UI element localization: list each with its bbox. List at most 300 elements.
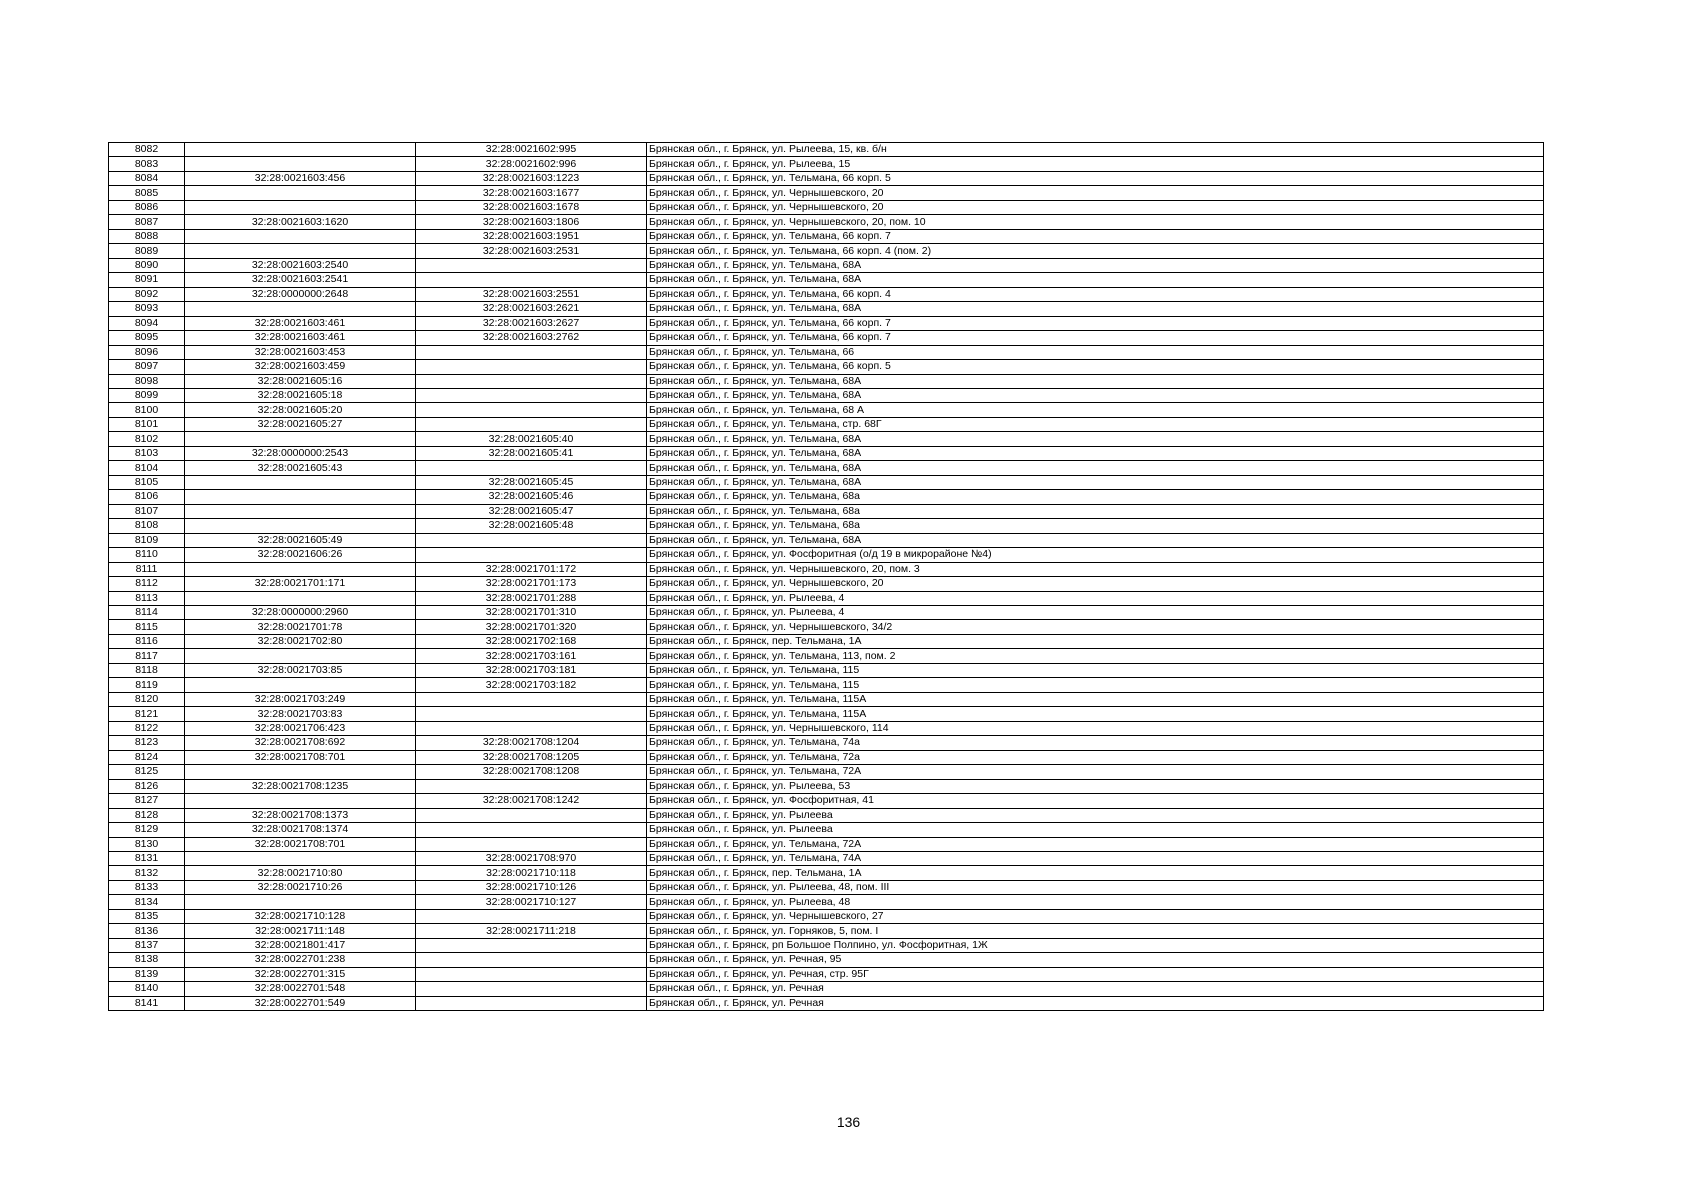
row-number-cell: 8136 bbox=[109, 924, 185, 938]
address-cell: Брянская обл., г. Брянск, ул. Тельмана, 113, пом. 2 bbox=[647, 649, 1544, 663]
row-number-cell: 8106 bbox=[109, 490, 185, 504]
building-number-cell bbox=[416, 996, 647, 1010]
building-number-cell bbox=[416, 779, 647, 793]
address-cell: Брянская обл., г. Брянск, ул. Тельмана, 66 корп. 7 bbox=[647, 229, 1544, 243]
cadastral-number-cell: 32:28:0022701:549 bbox=[185, 996, 416, 1010]
table-row bbox=[109, 649, 1544, 663]
table-row bbox=[109, 808, 1544, 822]
table-row bbox=[109, 678, 1544, 692]
cadastral-number-cell bbox=[185, 229, 416, 243]
row-number-cell: 8086 bbox=[109, 200, 185, 214]
table-row bbox=[109, 953, 1544, 967]
row-number-cell: 8119 bbox=[109, 678, 185, 692]
cadastral-number-cell bbox=[185, 157, 416, 171]
row-number-cell: 8129 bbox=[109, 823, 185, 837]
building-number-cell: 32:28:0021603:2531 bbox=[416, 244, 647, 258]
table-row bbox=[109, 490, 1544, 504]
address-cell: Брянская обл., г. Брянск, ул. Чернышевского, 20, пом. 3 bbox=[647, 562, 1544, 576]
cadastral-number-cell: 32:28:0021605:20 bbox=[185, 403, 416, 417]
building-number-cell bbox=[416, 909, 647, 923]
address-cell: Брянская обл., г. Брянск, ул. Тельмана, 66 корп. 4 bbox=[647, 287, 1544, 301]
address-cell: Брянская обл., г. Брянск, ул. Фосфоритная, 41 bbox=[647, 794, 1544, 808]
cadastral-number-cell: 32:28:0021603:2540 bbox=[185, 258, 416, 272]
building-number-cell: 32:28:0021602:996 bbox=[416, 157, 647, 171]
building-number-cell: 32:28:0021701:288 bbox=[416, 591, 647, 605]
cadastral-number-cell: 32:28:0021708:701 bbox=[185, 750, 416, 764]
row-number-cell: 8103 bbox=[109, 446, 185, 460]
cadastral-number-cell bbox=[185, 519, 416, 533]
building-number-cell: 32:28:0021603:2762 bbox=[416, 331, 647, 345]
table-row bbox=[109, 851, 1544, 865]
building-number-cell bbox=[416, 808, 647, 822]
building-number-cell: 32:28:0021603:1678 bbox=[416, 200, 647, 214]
row-number-cell: 8118 bbox=[109, 663, 185, 677]
building-number-cell bbox=[416, 548, 647, 562]
building-number-cell bbox=[416, 692, 647, 706]
table-row bbox=[109, 750, 1544, 764]
cadastral-number-cell bbox=[185, 591, 416, 605]
cadastral-number-cell: 32:28:0021603:2541 bbox=[185, 273, 416, 287]
cadastral-number-cell bbox=[185, 851, 416, 865]
address-cell: Брянская обл., г. Брянск, ул. Тельмана, 115А bbox=[647, 707, 1544, 721]
cadastral-number-cell bbox=[185, 186, 416, 200]
row-number-cell: 8085 bbox=[109, 186, 185, 200]
cadastral-number-cell: 32:28:0021606:26 bbox=[185, 548, 416, 562]
building-number-cell: 32:28:0021708:1242 bbox=[416, 794, 647, 808]
row-number-cell: 8126 bbox=[109, 779, 185, 793]
table-row bbox=[109, 446, 1544, 460]
table-row bbox=[109, 215, 1544, 229]
building-number-cell bbox=[416, 837, 647, 851]
building-number-cell: 32:28:0021603:2627 bbox=[416, 316, 647, 330]
row-number-cell: 8112 bbox=[109, 577, 185, 591]
row-number-cell: 8130 bbox=[109, 837, 185, 851]
cadastral-number-cell bbox=[185, 765, 416, 779]
table-row bbox=[109, 591, 1544, 605]
cadastral-number-cell bbox=[185, 678, 416, 692]
cadastral-number-cell bbox=[185, 302, 416, 316]
address-cell: Брянская обл., г. Брянск, ул. Тельмана, 66 корп. 5 bbox=[647, 171, 1544, 185]
cadastral-number-cell bbox=[185, 490, 416, 504]
table-row bbox=[109, 388, 1544, 402]
registry-table-body bbox=[109, 143, 1544, 1011]
address-cell: Брянская обл., г. Брянск, ул. Тельмана, 68а bbox=[647, 519, 1544, 533]
building-number-cell: 32:28:0021708:1208 bbox=[416, 765, 647, 779]
building-number-cell: 32:28:0021702:168 bbox=[416, 634, 647, 648]
building-number-cell bbox=[416, 721, 647, 735]
cadastral-number-cell: 32:28:0021703:85 bbox=[185, 663, 416, 677]
table-row bbox=[109, 287, 1544, 301]
address-cell: Брянская обл., г. Брянск, ул. Тельмана, 74А bbox=[647, 851, 1544, 865]
building-number-cell: 32:28:0021708:1204 bbox=[416, 736, 647, 750]
table-row bbox=[109, 475, 1544, 489]
cadastral-number-cell: 32:28:0021708:1374 bbox=[185, 823, 416, 837]
cadastral-number-cell: 32:28:0021701:171 bbox=[185, 577, 416, 591]
address-cell: Брянская обл., г. Брянск, ул. Рылеева, 15, кв. б/н bbox=[647, 143, 1544, 157]
table-row bbox=[109, 663, 1544, 677]
row-number-cell: 8110 bbox=[109, 548, 185, 562]
row-number-cell: 8115 bbox=[109, 620, 185, 634]
cadastral-number-cell bbox=[185, 143, 416, 157]
cadastral-number-cell: 32:28:0021701:78 bbox=[185, 620, 416, 634]
table-row bbox=[109, 360, 1544, 374]
row-number-cell: 8082 bbox=[109, 143, 185, 157]
table-row bbox=[109, 171, 1544, 185]
row-number-cell: 8093 bbox=[109, 302, 185, 316]
row-number-cell: 8087 bbox=[109, 215, 185, 229]
address-cell: Брянская обл., г. Брянск, ул. Тельмана, 66 корп. 5 bbox=[647, 360, 1544, 374]
address-cell: Брянская обл., г. Брянск, ул. Тельмана, 68А bbox=[647, 258, 1544, 272]
building-number-cell bbox=[416, 707, 647, 721]
address-cell: Брянская обл., г. Брянск, ул. Чернышевского, 20 bbox=[647, 186, 1544, 200]
building-number-cell: 32:28:0021710:127 bbox=[416, 895, 647, 909]
address-cell: Брянская обл., г. Брянск, ул. Чернышевского, 27 bbox=[647, 909, 1544, 923]
cadastral-number-cell: 32:28:0021605:43 bbox=[185, 461, 416, 475]
building-number-cell: 32:28:0021708:970 bbox=[416, 851, 647, 865]
cadastral-number-cell: 32:28:0021605:49 bbox=[185, 533, 416, 547]
table-row bbox=[109, 606, 1544, 620]
table-row bbox=[109, 721, 1544, 735]
table-row bbox=[109, 316, 1544, 330]
cadastral-number-cell: 32:28:0021708:701 bbox=[185, 837, 416, 851]
table-row bbox=[109, 707, 1544, 721]
cadastral-number-cell: 32:28:0000000:2543 bbox=[185, 446, 416, 460]
building-number-cell: 32:28:0021602:995 bbox=[416, 143, 647, 157]
table-row bbox=[109, 736, 1544, 750]
table-row bbox=[109, 345, 1544, 359]
row-number-cell: 8097 bbox=[109, 360, 185, 374]
cadastral-number-cell bbox=[185, 794, 416, 808]
building-number-cell bbox=[416, 461, 647, 475]
cadastral-number-cell: 32:28:0021603:461 bbox=[185, 316, 416, 330]
address-cell: Брянская обл., г. Брянск, ул. Чернышевского, 20 bbox=[647, 577, 1544, 591]
address-cell: Брянская обл., г. Брянск, ул. Рылеева, 4 bbox=[647, 591, 1544, 605]
address-cell: Брянская обл., г. Брянск, ул. Тельмана, 68А bbox=[647, 374, 1544, 388]
building-number-cell: 32:28:0021603:1223 bbox=[416, 171, 647, 185]
address-cell: Брянская обл., г. Брянск, ул. Рылеева, 4 bbox=[647, 606, 1544, 620]
row-number-cell: 8095 bbox=[109, 331, 185, 345]
table-row bbox=[109, 417, 1544, 431]
building-number-cell bbox=[416, 967, 647, 981]
table-row bbox=[109, 982, 1544, 996]
cadastral-number-cell: 32:28:0022701:238 bbox=[185, 953, 416, 967]
address-cell: Брянская обл., г. Брянск, ул. Тельмана, 68А bbox=[647, 533, 1544, 547]
address-cell: Брянская обл., г. Брянск, ул. Речная, 95 bbox=[647, 953, 1544, 967]
row-number-cell: 8140 bbox=[109, 982, 185, 996]
building-number-cell bbox=[416, 388, 647, 402]
building-number-cell: 32:28:0021710:126 bbox=[416, 880, 647, 894]
address-cell: Брянская обл., г. Брянск, ул. Тельмана, 66 корп. 7 bbox=[647, 316, 1544, 330]
row-number-cell: 8104 bbox=[109, 461, 185, 475]
building-number-cell: 32:28:0021605:45 bbox=[416, 475, 647, 489]
cadastral-number-cell: 32:28:0000000:2960 bbox=[185, 606, 416, 620]
table-row bbox=[109, 229, 1544, 243]
building-number-cell: 32:28:0021605:46 bbox=[416, 490, 647, 504]
row-number-cell: 8127 bbox=[109, 794, 185, 808]
cadastral-number-cell: 32:28:0021711:148 bbox=[185, 924, 416, 938]
table-row bbox=[109, 924, 1544, 938]
row-number-cell: 8096 bbox=[109, 345, 185, 359]
address-cell: Брянская обл., г. Брянск, ул. Тельмана, 68А bbox=[647, 461, 1544, 475]
table-row bbox=[109, 273, 1544, 287]
row-number-cell: 8132 bbox=[109, 866, 185, 880]
address-cell: Брянская обл., г. Брянск, ул. Тельмана, 68А bbox=[647, 446, 1544, 460]
address-cell: Брянская обл., г. Брянск, ул. Чернышевского, 114 bbox=[647, 721, 1544, 735]
building-number-cell: 32:28:0021711:218 bbox=[416, 924, 647, 938]
row-number-cell: 8137 bbox=[109, 938, 185, 952]
address-cell: Брянская обл., г. Брянск, ул. Рылеева, 15 bbox=[647, 157, 1544, 171]
address-cell: Брянская обл., г. Брянск, ул. Тельмана, 66 корп. 4 (пом. 2) bbox=[647, 244, 1544, 258]
cadastral-number-cell: 32:28:0021710:128 bbox=[185, 909, 416, 923]
address-cell: Брянская обл., г. Брянск, ул. Тельмана, 68а bbox=[647, 490, 1544, 504]
address-cell: Брянская обл., г. Брянск, ул. Речная bbox=[647, 982, 1544, 996]
cadastral-number-cell: 32:28:0021708:1235 bbox=[185, 779, 416, 793]
cadastral-number-cell: 32:28:0021603:456 bbox=[185, 171, 416, 185]
building-number-cell: 32:28:0021603:2621 bbox=[416, 302, 647, 316]
address-cell: Брянская обл., г. Брянск, ул. Чернышевского, 20, пом. 10 bbox=[647, 215, 1544, 229]
table-row bbox=[109, 634, 1544, 648]
address-cell: Брянская обл., г. Брянск, ул. Тельмана, 72А bbox=[647, 765, 1544, 779]
building-number-cell: 32:28:0021603:2551 bbox=[416, 287, 647, 301]
table-row bbox=[109, 519, 1544, 533]
address-cell: Брянская обл., г. Брянск, ул. Чернышевского, 34/2 bbox=[647, 620, 1544, 634]
cadastral-number-cell bbox=[185, 244, 416, 258]
table-row bbox=[109, 794, 1544, 808]
building-number-cell: 32:28:0021703:161 bbox=[416, 649, 647, 663]
building-number-cell bbox=[416, 823, 647, 837]
row-number-cell: 8124 bbox=[109, 750, 185, 764]
building-number-cell bbox=[416, 982, 647, 996]
page-number: 136 bbox=[836, 1114, 861, 1130]
address-cell: Брянская обл., г. Брянск, ул. Рылеева, 48 bbox=[647, 895, 1544, 909]
table-row bbox=[109, 157, 1544, 171]
building-number-cell bbox=[416, 273, 647, 287]
building-number-cell: 32:28:0021703:181 bbox=[416, 663, 647, 677]
table-row bbox=[109, 504, 1544, 518]
address-cell: Брянская обл., г. Брянск, ул. Тельмана, 72А bbox=[647, 837, 1544, 851]
table-row bbox=[109, 866, 1544, 880]
cadastral-number-cell: 32:28:0021603:459 bbox=[185, 360, 416, 374]
address-cell: Брянская обл., г. Брянск, ул. Тельмана, 115 bbox=[647, 678, 1544, 692]
address-cell: Брянская обл., г. Брянск, ул. Рылеева, 53 bbox=[647, 779, 1544, 793]
building-number-cell: 32:28:0021701:310 bbox=[416, 606, 647, 620]
building-number-cell bbox=[416, 258, 647, 272]
address-cell: Брянская обл., г. Брянск, ул. Речная bbox=[647, 996, 1544, 1010]
table-row bbox=[109, 996, 1544, 1010]
address-cell: Брянская обл., г. Брянск, ул. Тельмана, 68А bbox=[647, 432, 1544, 446]
table-row bbox=[109, 374, 1544, 388]
row-number-cell: 8098 bbox=[109, 374, 185, 388]
address-cell: Брянская обл., г. Брянск, пер. Тельмана, 1А bbox=[647, 866, 1544, 880]
cadastral-number-cell bbox=[185, 475, 416, 489]
cadastral-number-cell: 32:28:0021801:417 bbox=[185, 938, 416, 952]
row-number-cell: 8100 bbox=[109, 403, 185, 417]
table-row bbox=[109, 461, 1544, 475]
row-number-cell: 8121 bbox=[109, 707, 185, 721]
address-cell: Брянская обл., г. Брянск, пер. Тельмана, 1А bbox=[647, 634, 1544, 648]
row-number-cell: 8090 bbox=[109, 258, 185, 272]
row-number-cell: 8089 bbox=[109, 244, 185, 258]
cadastral-number-cell: 32:28:0021706:423 bbox=[185, 721, 416, 735]
table-row bbox=[109, 258, 1544, 272]
registry-table bbox=[108, 142, 1544, 1011]
cadastral-number-cell bbox=[185, 200, 416, 214]
row-number-cell: 8091 bbox=[109, 273, 185, 287]
table-row bbox=[109, 620, 1544, 634]
table-row bbox=[109, 692, 1544, 706]
address-cell: Брянская обл., г. Брянск, ул. Тельмана, 68А bbox=[647, 388, 1544, 402]
address-cell: Брянская обл., г. Брянск, ул. Тельмана, стр. 68Г bbox=[647, 417, 1544, 431]
cadastral-number-cell: 32:28:0021703:249 bbox=[185, 692, 416, 706]
row-number-cell: 8139 bbox=[109, 967, 185, 981]
table-row bbox=[109, 779, 1544, 793]
building-number-cell: 32:28:0021603:1806 bbox=[416, 215, 647, 229]
address-cell: Брянская обл., г. Брянск, ул. Тельмана, 66 bbox=[647, 345, 1544, 359]
building-number-cell: 32:28:0021605:40 bbox=[416, 432, 647, 446]
building-number-cell: 32:28:0021603:1677 bbox=[416, 186, 647, 200]
cadastral-number-cell: 32:28:0021708:1373 bbox=[185, 808, 416, 822]
address-cell: Брянская обл., г. Брянск, рп Большое Полпино, ул. Фосфоритная, 1Ж bbox=[647, 938, 1544, 952]
building-number-cell bbox=[416, 417, 647, 431]
building-number-cell: 32:28:0021603:1951 bbox=[416, 229, 647, 243]
cadastral-number-cell: 32:28:0021702:80 bbox=[185, 634, 416, 648]
cadastral-number-cell: 32:28:0021603:461 bbox=[185, 331, 416, 345]
row-number-cell: 8092 bbox=[109, 287, 185, 301]
row-number-cell: 8116 bbox=[109, 634, 185, 648]
cadastral-number-cell: 32:28:0021605:18 bbox=[185, 388, 416, 402]
row-number-cell: 8101 bbox=[109, 417, 185, 431]
building-number-cell bbox=[416, 403, 647, 417]
row-number-cell: 8105 bbox=[109, 475, 185, 489]
address-cell: Брянская обл., г. Брянск, ул. Рылеева bbox=[647, 808, 1544, 822]
table-row bbox=[109, 765, 1544, 779]
address-cell: Брянская обл., г. Брянск, ул. Тельмана, 68а bbox=[647, 504, 1544, 518]
address-cell: Брянская обл., г. Брянск, ул. Рылеева, 48, пом. III bbox=[647, 880, 1544, 894]
address-cell: Брянская обл., г. Брянск, ул. Тельмана, 68А bbox=[647, 302, 1544, 316]
row-number-cell: 8123 bbox=[109, 736, 185, 750]
cadastral-number-cell: 32:28:0021605:27 bbox=[185, 417, 416, 431]
address-cell: Брянская обл., г. Брянск, ул. Фосфоритная (о/д 19 в микрорайоне №4) bbox=[647, 548, 1544, 562]
table-row bbox=[109, 244, 1544, 258]
building-number-cell bbox=[416, 953, 647, 967]
cadastral-number-cell: 32:28:0021710:80 bbox=[185, 866, 416, 880]
cadastral-number-cell: 32:28:0021708:692 bbox=[185, 736, 416, 750]
building-number-cell bbox=[416, 345, 647, 359]
row-number-cell: 8138 bbox=[109, 953, 185, 967]
cadastral-number-cell bbox=[185, 895, 416, 909]
table-row bbox=[109, 577, 1544, 591]
building-number-cell: 32:28:0021710:118 bbox=[416, 866, 647, 880]
cadastral-number-cell bbox=[185, 432, 416, 446]
row-number-cell: 8113 bbox=[109, 591, 185, 605]
row-number-cell: 8111 bbox=[109, 562, 185, 576]
row-number-cell: 8131 bbox=[109, 851, 185, 865]
building-number-cell: 32:28:0021701:172 bbox=[416, 562, 647, 576]
address-cell: Брянская обл., г. Брянск, ул. Тельмана, 68 А bbox=[647, 403, 1544, 417]
row-number-cell: 8102 bbox=[109, 432, 185, 446]
row-number-cell: 8134 bbox=[109, 895, 185, 909]
address-cell: Брянская обл., г. Брянск, ул. Рылеева bbox=[647, 823, 1544, 837]
building-number-cell: 32:28:0021703:182 bbox=[416, 678, 647, 692]
building-number-cell bbox=[416, 938, 647, 952]
row-number-cell: 8120 bbox=[109, 692, 185, 706]
building-number-cell: 32:28:0021605:41 bbox=[416, 446, 647, 460]
row-number-cell: 8135 bbox=[109, 909, 185, 923]
table-row bbox=[109, 837, 1544, 851]
row-number-cell: 8084 bbox=[109, 171, 185, 185]
address-cell: Брянская обл., г. Брянск, ул. Тельмана, 115А bbox=[647, 692, 1544, 706]
cadastral-number-cell: 32:28:0022701:548 bbox=[185, 982, 416, 996]
row-number-cell: 8128 bbox=[109, 808, 185, 822]
row-number-cell: 8094 bbox=[109, 316, 185, 330]
cadastral-number-cell: 32:28:0021605:16 bbox=[185, 374, 416, 388]
cadastral-number-cell bbox=[185, 504, 416, 518]
table-row bbox=[109, 938, 1544, 952]
table-row bbox=[109, 880, 1544, 894]
table-row bbox=[109, 186, 1544, 200]
building-number-cell: 32:28:0021701:173 bbox=[416, 577, 647, 591]
row-number-cell: 8122 bbox=[109, 721, 185, 735]
row-number-cell: 8117 bbox=[109, 649, 185, 663]
cadastral-number-cell: 32:28:0021710:26 bbox=[185, 880, 416, 894]
row-number-cell: 8108 bbox=[109, 519, 185, 533]
cadastral-number-cell: 32:28:0021603:453 bbox=[185, 345, 416, 359]
building-number-cell: 32:28:0021701:320 bbox=[416, 620, 647, 634]
row-number-cell: 8133 bbox=[109, 880, 185, 894]
address-cell: Брянская обл., г. Брянск, ул. Тельмана, 68А bbox=[647, 475, 1544, 489]
table-row bbox=[109, 331, 1544, 345]
cadastral-number-cell bbox=[185, 649, 416, 663]
row-number-cell: 8088 bbox=[109, 229, 185, 243]
address-cell: Брянская обл., г. Брянск, ул. Тельмана, 66 корп. 7 bbox=[647, 331, 1544, 345]
table-row bbox=[109, 200, 1544, 214]
row-number-cell: 8125 bbox=[109, 765, 185, 779]
row-number-cell: 8114 bbox=[109, 606, 185, 620]
table-row bbox=[109, 302, 1544, 316]
table-row bbox=[109, 143, 1544, 157]
address-cell: Брянская обл., г. Брянск, ул. Речная, стр. 95Г bbox=[647, 967, 1544, 981]
address-cell: Брянская обл., г. Брянск, ул. Тельмана, 72а bbox=[647, 750, 1544, 764]
table-row bbox=[109, 909, 1544, 923]
cadastral-number-cell: 32:28:0021603:1620 bbox=[185, 215, 416, 229]
address-cell: Брянская обл., г. Брянск, ул. Тельмана, 68А bbox=[647, 273, 1544, 287]
row-number-cell: 8083 bbox=[109, 157, 185, 171]
building-number-cell: 32:28:0021708:1205 bbox=[416, 750, 647, 764]
building-number-cell: 32:28:0021605:47 bbox=[416, 504, 647, 518]
cadastral-number-cell: 32:28:0000000:2648 bbox=[185, 287, 416, 301]
table-row bbox=[109, 432, 1544, 446]
address-cell: Брянская обл., г. Брянск, ул. Тельмана, 115 bbox=[647, 663, 1544, 677]
cadastral-number-cell: 32:28:0021703:83 bbox=[185, 707, 416, 721]
table-row bbox=[109, 967, 1544, 981]
table-row bbox=[109, 562, 1544, 576]
table-row bbox=[109, 823, 1544, 837]
row-number-cell: 8099 bbox=[109, 388, 185, 402]
row-number-cell: 8107 bbox=[109, 504, 185, 518]
table-row bbox=[109, 895, 1544, 909]
cadastral-number-cell: 32:28:0022701:315 bbox=[185, 967, 416, 981]
table-row bbox=[109, 403, 1544, 417]
building-number-cell: 32:28:0021605:48 bbox=[416, 519, 647, 533]
address-cell: Брянская обл., г. Брянск, ул. Горняков, 5, пом. I bbox=[647, 924, 1544, 938]
building-number-cell bbox=[416, 360, 647, 374]
cadastral-number-cell bbox=[185, 562, 416, 576]
address-cell: Брянская обл., г. Брянск, ул. Тельмана, 74а bbox=[647, 736, 1544, 750]
building-number-cell bbox=[416, 533, 647, 547]
table-row bbox=[109, 548, 1544, 562]
row-number-cell: 8109 bbox=[109, 533, 185, 547]
building-number-cell bbox=[416, 374, 647, 388]
